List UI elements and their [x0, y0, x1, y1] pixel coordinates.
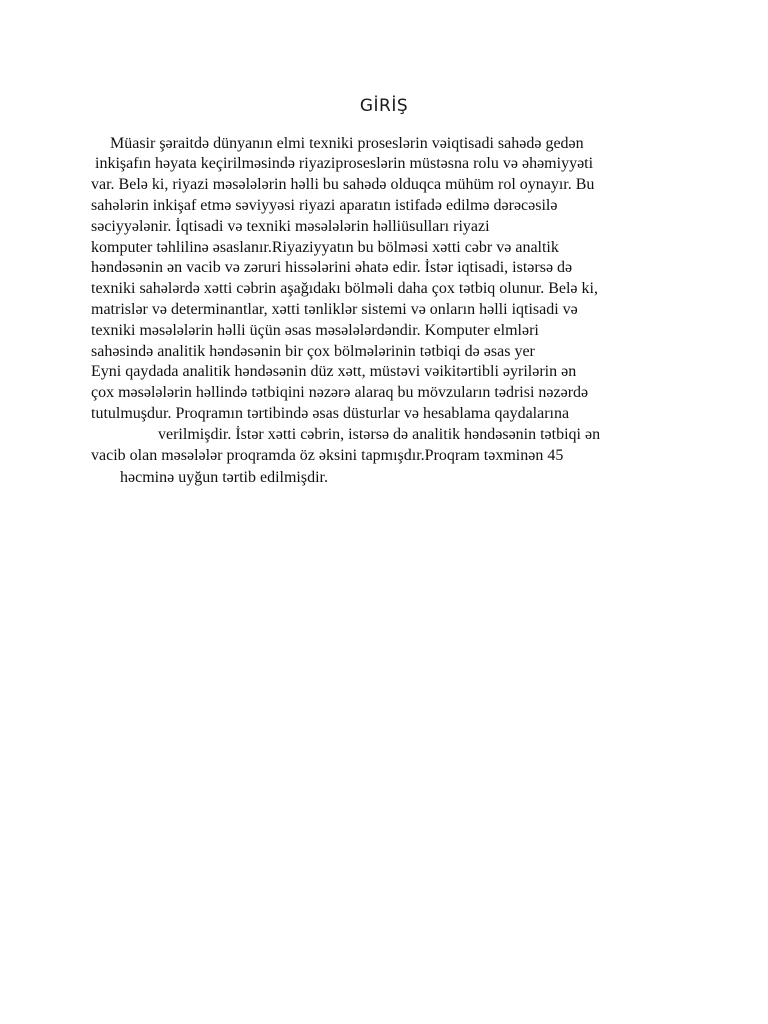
- text-line: sahələrin inkişaf etmə səviyyəsi riyazi aparatın istifadə edilmə dərəcəsilə: [91, 197, 558, 214]
- text-line: tutulmuşdur. Proqramın tərtibində əsas düsturlar və hesablama qaydalarına: [91, 405, 570, 422]
- text-line: həcminə uyğun tərtib edilmişdir.: [120, 469, 328, 486]
- text-line: inkişafın həyata keçirilməsində riyaziproseslərin müstəsna rolu və əhəmiyyəti: [95, 155, 594, 172]
- text-line: texniki sahələrdə xətti cəbrin aşağıdakı bölməli daha çox tətbiq olunur. Belə ki,: [91, 280, 598, 297]
- text-line: texniki məsələlərin həlli üçün əsas məsələlərdəndir. Komputer elmləri: [91, 322, 539, 339]
- text-line: Müasir şəraitdə dünyanın elmi texniki proseslərin vəiqtisadi sahədə gedən: [110, 135, 584, 152]
- page-title: GİRİŞ: [359, 96, 409, 116]
- text-line: çox məsələlərin həllində tətbiqini nəzərə alaraq bu mövzuların tədrisi nəzərdə: [91, 384, 589, 401]
- text-line: verilmişdir. İstər xətti cəbrin, istərsə də analitik həndəsənin tətbiqi ən: [158, 426, 601, 443]
- text-line: vacib olan məsələlər proqramda öz əksini tapmışdır.Proqram təxminən 45: [91, 447, 564, 464]
- text-line: həndəsənin ən vacib və zəruri hissələrini əhatə edir. İstər iqtisadi, istərsə də: [91, 259, 573, 276]
- text-line: komputer təhlilinə əsaslanır.Riyaziyyatın bu bölməsi xətti cəbr və analtik: [91, 239, 559, 256]
- text-line: sahəsində analitik həndəsənin bir çox bölmələrinin tətbiqi də əsas yer: [91, 343, 535, 360]
- text-line: Eyni qaydada analitik həndəsənin düz xətt, müstəvi vəikitərtibli əyrilərin ən: [91, 363, 577, 380]
- text-line: səciyyələnir. İqtisadi və texniki məsələlərin həlliüsulları riyazi: [91, 218, 490, 235]
- text-line: var. Belə ki, riyazi məsələlərin həlli bu sahədə olduqca mühüm rol oynayır. Bu: [91, 176, 595, 193]
- text-line: matrislər və determinantlar, xətti tənliklər sistemi və onların həlli iqtisadi və: [91, 301, 578, 318]
